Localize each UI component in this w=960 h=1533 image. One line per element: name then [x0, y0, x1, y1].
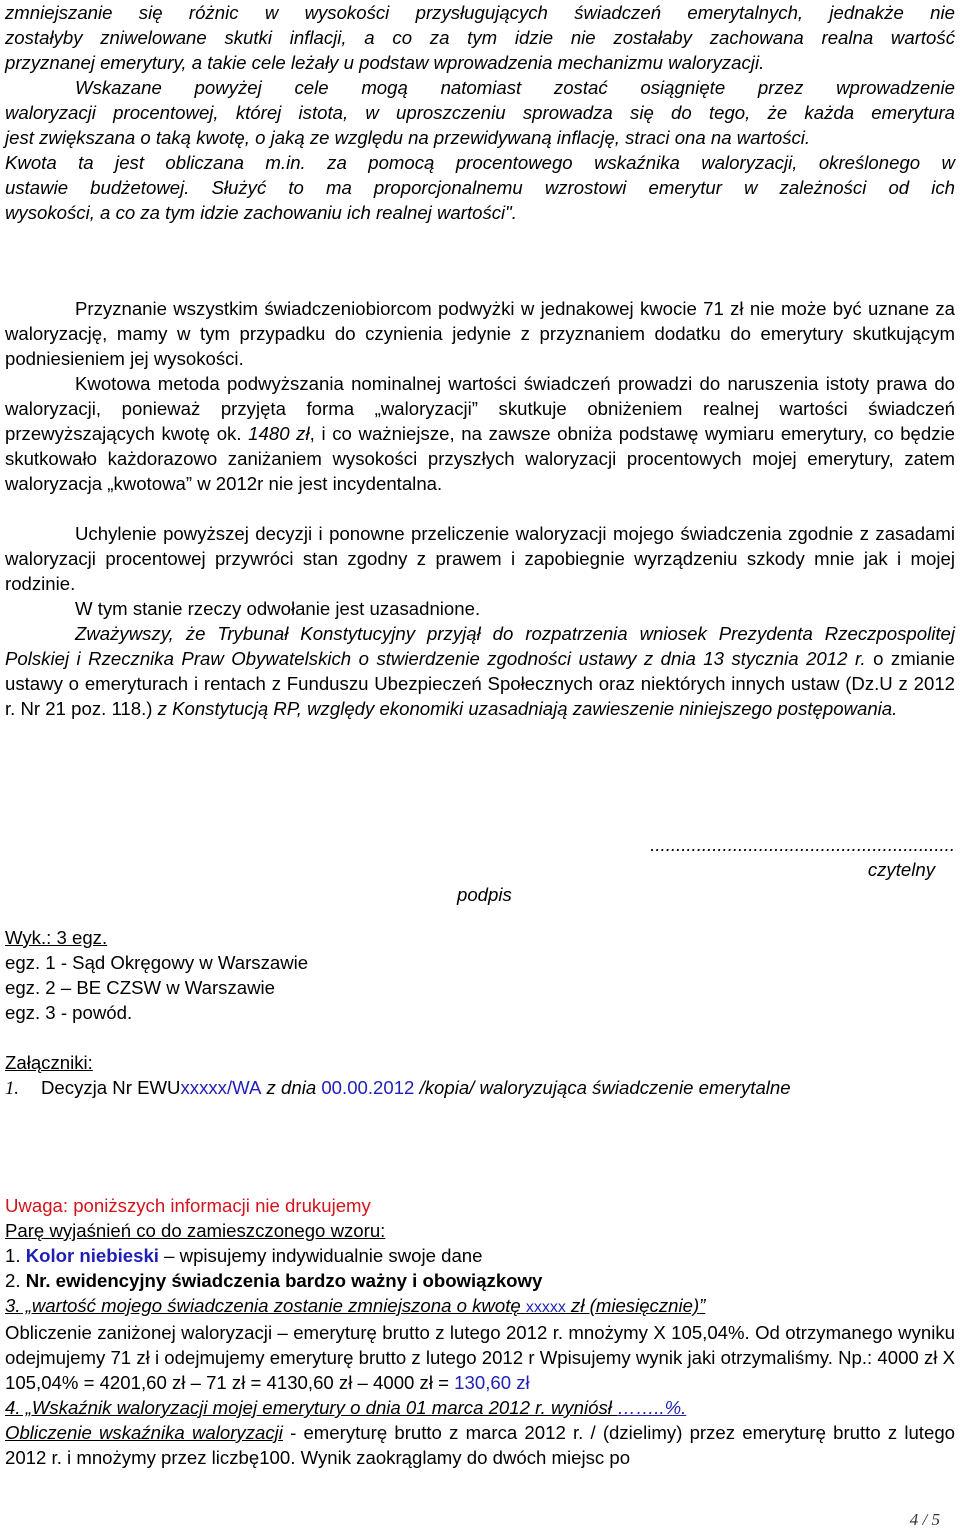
copies-item: egz. 1 - Sąd Okręgowy w Warszawie — [5, 952, 309, 973]
text-span: Zważywszy, że Trybunał Konstytucyjny przyjął do rozpatrzenia wniosek Prezydenta Rzeczpospolitej Polskiej i Rzecznika Praw Obywatelskich o stwierdzenie zgodności ustawy z dnia 13 stycznia 2012 r. — [5, 623, 955, 669]
notes-section — [5, 1193, 955, 1470]
text-line: jest zwiększana o taką kwotę, o jaką ze względu na przewidywaną inflację, straci ona na wartości. — [5, 127, 811, 148]
amount-placeholder: xxxxx — [525, 1299, 566, 1316]
text-line: Kwota ta jest obliczana m.in. za pomocą procentowego wskaźnika waloryzacji, określonego w — [5, 152, 955, 173]
attachments-heading: Załączniki: — [5, 1052, 93, 1073]
text-span: Obliczenie wskaźnika waloryzacji — [5, 1422, 283, 1443]
text-span: zł (miesięcznie)” — [565, 1295, 706, 1316]
copies-list — [5, 925, 955, 1025]
paragraph-revocation-request: Uchylenie powyższej decyzji i ponowne przeliczenie waloryzacji mojego świadczenia zgodnie z zasadami waloryzacji procentowej przywróci stan zgodny z prawem i zapobiegnie wyrządzeniu szkody mnie jak i mojej rodzinie. — [5, 523, 955, 594]
calculation-result: 130,60 zł — [454, 1372, 530, 1393]
text-line: wysokości, a co za tym idzie zachowaniu ich realnej wartości". — [5, 202, 517, 223]
notes-warning: Uwaga: poniższych informacji nie drukujemy — [5, 1195, 371, 1216]
text-span: , i co ważniejsze, na zawsze obniża podstawę wymiaru emerytury, co będzie skutkowało każdorazowo zaniżaniem wysokości przyszłych waloryzacji procentowych mojej emerytury, zatem waloryzacja „kwotowa” w 2012r nie jest incydentalna. — [5, 423, 955, 494]
paragraph-quota-method — [5, 371, 955, 496]
notes-subtitle: Parę wyjaśnień co do zamieszczonego wzoru: — [5, 1220, 386, 1241]
note-item — [5, 1395, 955, 1420]
note-item — [5, 1268, 955, 1293]
note-calculation — [5, 1420, 955, 1470]
paragraph-flat-increase: Przyznanie wszystkim świadczeniobiorcom podwyżki w jednakowej kwocie 71 zł nie może być uznane za waloryzację, mamy w tym przypadku do czynienia jedynie z przyznaniem dodatku do emerytury skutkującym podniesieniem jej wysokości. — [5, 298, 955, 369]
signature-label: podpis — [457, 884, 512, 905]
signature-line: ........................................................... — [650, 834, 955, 855]
note-number: 2. — [5, 1270, 26, 1291]
decision-date-placeholder: 00.00.2012 — [321, 1077, 415, 1098]
paragraph-tribunal — [5, 621, 955, 721]
text-line: przyznanej emerytury, a takie cele leżały u podstaw wprowadzenia mechanizmu waloryzacji. — [5, 52, 765, 73]
text-line: zostałyby zniwelowane skutki inflacji, a co za tym idzie nie zostałaby zachowana realna wartość — [5, 27, 955, 48]
note-calculation — [5, 1320, 955, 1395]
note-item — [5, 1243, 955, 1268]
text-span: o zmianie ustawy o emeryturach i rentach z Funduszu Ubezpieczeń Społecznych oraz niektórych innych ustaw (Dz.U z 2012 r. Nr 21 poz. 118.) — [5, 648, 956, 719]
text-span: Obliczenie zaniżonej waloryzacji – emeryturę brutto z lutego 2012 r. mnożymy X 105,04%. Od otrzymanego wyniku odejmujemy 71 zł i odejmujemy emeryturę brutto z lutego 2012 r Wpisujemy wynik jaki otrzymaliśmy. Np.: 4000 zł X 105,04% = 4201,60 zł – 71 zł = 4130,60 zł – 4000 zł = — [5, 1322, 955, 1393]
copies-item: egz. 3 - powód. — [5, 1002, 133, 1023]
text-span: Decyzja Nr EWU — [41, 1077, 181, 1098]
attachment-number: 1. — [5, 1078, 19, 1099]
text-span: – wpisujemy indywidualnie swoje dane — [158, 1245, 483, 1266]
text-span-italic: 1480 zł — [248, 423, 310, 444]
text-line: zmniejszanie się różnic w wysokości przysługujących świadczeń emerytalnych, jednakże nie — [5, 2, 955, 23]
text-span: /kopia/ waloryzująca świadczenie emerytalne — [414, 1077, 791, 1098]
attachments-section — [5, 1050, 955, 1101]
paragraph-valorization-intro — [5, 0, 955, 225]
text-span: 4. „Wskaźnik waloryzacji mojej emerytury o dnia 01 marca 2012 r. wyniósł — [5, 1397, 618, 1418]
text-line: ustawie budżetowej. Służyć to ma proporcjonalnemu wzrostowi emerytur w zależności od ich — [5, 177, 955, 198]
text-line: Wskazane powyżej cele mogą natomiast zostać osiągnięte przez wprowadzenie — [75, 77, 955, 98]
text-span: Kwotowa metoda podwyższania nominalnej wartości świadczeń prowadzi do naruszenia istoty prawa do waloryzacji, ponieważ przyjęta forma „waloryzacji” skutkuje obniżeniem realnej wartości świadczeń przewyższających kwotę ok. — [5, 373, 955, 444]
index-placeholder: ……..%. — [617, 1397, 687, 1418]
note-highlight: Nr. ewidencyjny świadczenia bardzo ważny i obowiązkowy — [25, 1270, 543, 1291]
paragraph-appeal-justified: W tym stanie rzeczy odwołanie jest uzasadnione. — [75, 598, 481, 619]
note-item — [5, 1293, 955, 1320]
decision-number-placeholder: xxxxx/WA — [180, 1077, 262, 1098]
text-span: 3. „wartość mojego świadczenia zostanie zmniejszona o kwotę — [5, 1295, 526, 1316]
copies-item: egz. 2 – BE CZSW w Warszawie — [5, 977, 276, 998]
text-span: z Konstytucją RP, względy ekonomiki uzasadniają zawieszenie niniejszego postępowania. — [152, 698, 898, 719]
signature-legible-label: czytelny — [867, 859, 935, 880]
note-highlight: Kolor niebieski — [25, 1245, 159, 1266]
attachment-item — [5, 1075, 955, 1101]
text-span: - emeryturę brutto z marca 2012 r. / (dzielimy) przez emeryturę brutto z lutego 2012 r. i mnożymy przez liczbę100. Wynik zaokrąglamy do dwóch miejsc po — [5, 1422, 955, 1468]
copies-heading: Wyk.: 3 egz. — [5, 927, 108, 948]
text-span: z dnia — [261, 1077, 322, 1098]
text-line: waloryzacji procentowej, której istota, w uproszczeniu sprowadza się do tego, że każda emerytura — [5, 102, 955, 123]
page-number: 4 / 5 — [909, 1510, 940, 1529]
note-number: 1. — [5, 1245, 26, 1266]
